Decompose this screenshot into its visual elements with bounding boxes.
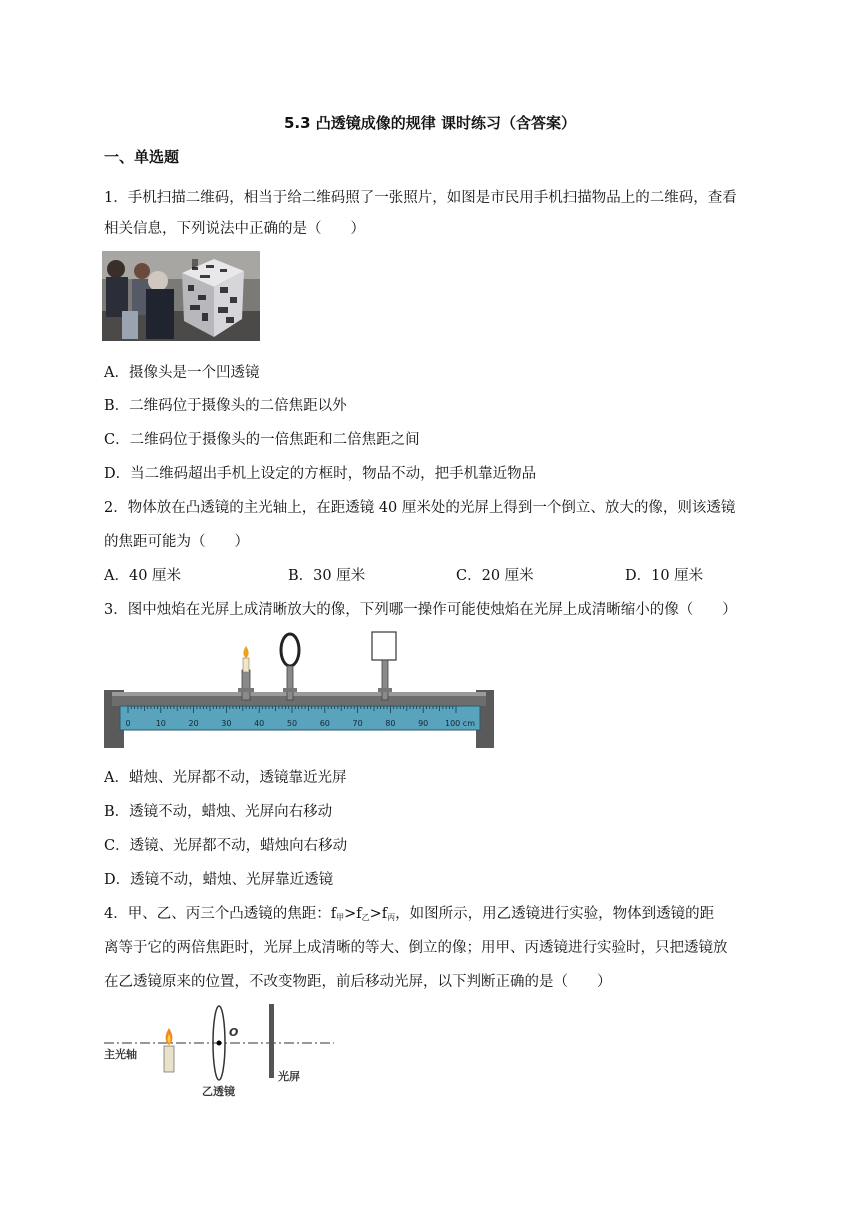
scale-label-10: 10 bbox=[155, 719, 166, 728]
scale-label-40: 40 bbox=[254, 719, 265, 728]
candle-icon bbox=[164, 1028, 174, 1072]
lens-experiment-figure bbox=[102, 1000, 342, 1104]
convex-lens-holder bbox=[281, 634, 299, 700]
q1-option-a: A．摄像头是一个凹透镜 bbox=[104, 365, 260, 381]
q3-option-a: A．蜡烛、光屏都不动，透镜靠近光屏 bbox=[104, 770, 347, 786]
q2-option-a: A．40 厘米 bbox=[104, 568, 182, 584]
q2-option-d: D．10 厘米 bbox=[625, 568, 704, 584]
scale-label-100: 100 cm bbox=[444, 719, 476, 728]
principal-axis-label: 主光轴 bbox=[104, 1048, 137, 1061]
scale-label-50: 50 bbox=[286, 719, 298, 728]
page-title: 5.3 凸透镜成像的规律 课时练习（含答案） bbox=[283, 114, 577, 132]
q1-option-d: D．当二维码超出手机上设定的方框时，物品不动，把手机靠近物品 bbox=[104, 466, 537, 482]
q3-option-d: D．透镜不动，蜡烛、光屏靠近透镜 bbox=[104, 872, 334, 888]
q1-option-c: C．二维码位于摄像头的一倍焦距和二倍焦距之间 bbox=[104, 432, 420, 448]
q1-option-b: B．二维码位于摄像头的二倍焦距以外 bbox=[104, 398, 347, 414]
section-heading: 一、单选题 bbox=[104, 148, 180, 166]
light-screen-holder bbox=[372, 632, 396, 700]
scale-label-90: 90 bbox=[418, 719, 429, 728]
q3-option-b: B．透镜不动，蜡烛、光屏向右移动 bbox=[104, 804, 333, 820]
optical-bench-figure bbox=[102, 628, 498, 748]
candle-icon bbox=[243, 658, 249, 672]
scale-label-70: 70 bbox=[352, 719, 363, 728]
light-screen-label: 光屏 bbox=[278, 1070, 300, 1083]
optical-center-dot bbox=[217, 1041, 222, 1046]
q2-stem-line2: 的焦距可能为（ ） bbox=[104, 534, 249, 550]
q4-stem-line3: 在乙透镜原来的位置，不改变物距，前后移动光屏，以下判断正确的是（ ） bbox=[104, 974, 612, 990]
scale-label-20: 20 bbox=[188, 719, 199, 728]
q1-stem-line2: 相关信息，下列说法中正确的是（ ） bbox=[104, 221, 365, 237]
q1-stem-line1: 1．手机扫描二维码，相当于给二维码照了一张照片，如图是市民用手机扫描物品上的二维码，查看 bbox=[104, 190, 737, 206]
q3-stem: 3．图中烛焰在光屏上成清晰放大的像，下列哪一操作可能使烛焰在光屏上成清晰缩小的像（ ） bbox=[104, 602, 737, 618]
candle-holder bbox=[238, 646, 254, 700]
scale-label-60: 60 bbox=[319, 719, 330, 728]
light-screen-icon bbox=[372, 632, 396, 660]
convex-lens-icon bbox=[281, 634, 299, 666]
q4-stem-line1: 4．甲、乙、丙三个凸透镜的焦距：$f_甲>f_乙>f_丙$，如图所示，用乙透镜进行实验，物体到透镜的距 bbox=[104, 906, 715, 922]
scale-label-80: 80 bbox=[385, 719, 396, 728]
scale-label-30: 30 bbox=[221, 719, 232, 728]
q2-option-c: C．20 厘米 bbox=[456, 568, 534, 584]
qr-code-scan-photo bbox=[102, 251, 260, 341]
flame-icon bbox=[243, 646, 248, 658]
light-screen-icon bbox=[269, 1004, 274, 1078]
q3-option-c: C．透镜、光屏都不动，蜡烛向右移动 bbox=[104, 838, 348, 854]
q2-option-b: B．30 厘米 bbox=[288, 568, 366, 584]
q4-stem-line2: 离等于它的两倍焦距时，光屏上成清晰的等大、倒立的像；用甲、丙透镜进行实验时，只把透镜放 bbox=[104, 940, 728, 956]
lens-b-label: 乙透镜 bbox=[202, 1085, 235, 1098]
q2-stem-line1: 2．物体放在凸透镜的主光轴上，在距透镜 40 厘米处的光屏上得到一个倒立、放大的像，则该透镜 bbox=[104, 500, 736, 516]
optical-center-label: O bbox=[229, 1026, 239, 1039]
scale-label-0: 0 bbox=[125, 719, 131, 728]
